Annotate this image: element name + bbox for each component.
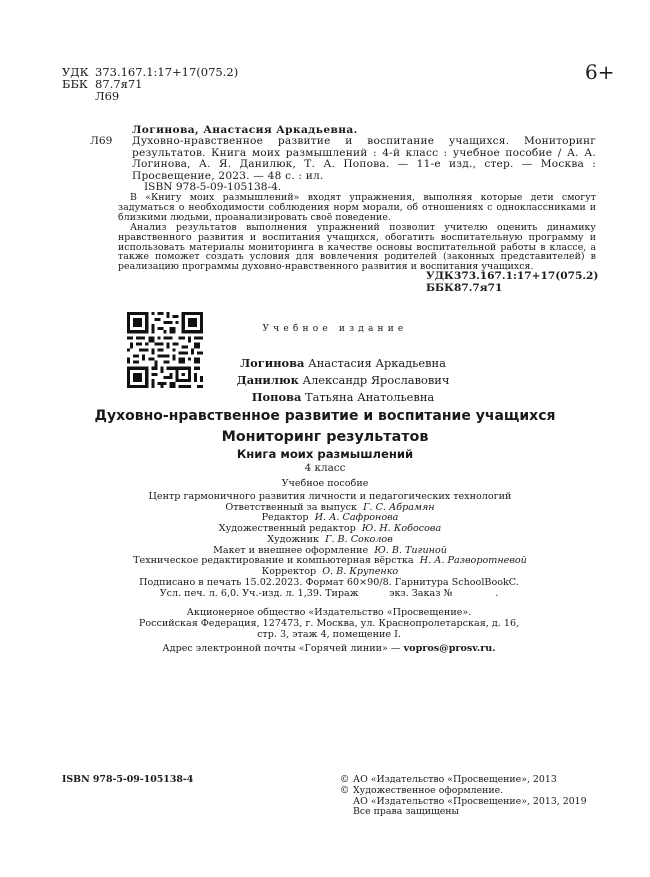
print-line: Усл. печ. л. 6,0. Уч.-изд. л. 1,39. Тираж экз. Заказ № . xyxy=(159,588,499,599)
credit-name: Г. С. Абрамян xyxy=(363,501,435,513)
annotation-paragraph: В «Книгу моих размышлений» входят упражнения, выполняя которые дети смогут задуматься о необходимости соблюдения норм морали, об отношениях с одноклассниками и близкими людьми, проанализировать своё поведение. xyxy=(118,192,596,223)
publisher-name: Акционерное общество «Издательство «Просвещение». xyxy=(186,607,472,618)
credit-name: О. В. Крупенко xyxy=(322,565,399,577)
credit-name: Н. А. Разворотневой xyxy=(419,555,527,567)
udk-bbk-block xyxy=(62,66,238,102)
credit-name: Ю. Н. Кобосова xyxy=(361,523,442,535)
record-author: Логинова, Анастасия Аркадьевна. xyxy=(132,124,358,136)
hotline xyxy=(0,643,650,654)
isbn-footer: ISBN 978-5-09-105138-4 xyxy=(62,774,194,785)
copyright-line: Художественное оформление. xyxy=(353,784,504,796)
author-sign: Л69 xyxy=(95,89,120,103)
author-surname: Логинова xyxy=(240,356,305,370)
copyright-line: АО «Издательство «Просвещение», 2013, 2019 xyxy=(353,795,587,807)
hotline-label: Адрес электронной почты «Горячей линии» — xyxy=(162,643,401,654)
credit-role: Макет и внешнее оформление xyxy=(213,544,369,556)
authors-list xyxy=(0,355,650,406)
annotation-paragraph: Анализ результатов выполнения упражнений позволит учителю оценить динамику нравственного развития и воспитания учащихся, обогатить воспитательную программу и использовать материалы мониторинга в качестве основы воспитательной работы в классе, а также поможет создать условия для вовлечения родителей (законных представителей) в реализацию программы духовно-нравственного развития и воспитания учащихся. xyxy=(118,221,596,273)
copyright-line: АО «Издательство «Просвещение», 2013 xyxy=(353,774,557,785)
grade-label: 4 класс xyxy=(304,462,346,474)
copyright-icon: © xyxy=(340,784,350,796)
edition-type: Учебное издание xyxy=(262,324,408,334)
bbk-value: 87.7я71 xyxy=(454,281,503,294)
author-line xyxy=(36,355,650,372)
credit-name: Г. В. Соколов xyxy=(325,533,393,545)
publisher-address: Российская Федерация, 127473, г. Москва, ул. Краснопролетарская, д. 16, xyxy=(138,618,520,629)
author-name: Александр Ярославович xyxy=(302,373,450,387)
bibliographic-record xyxy=(90,125,596,193)
credit-role: Художник xyxy=(267,533,319,545)
author-name: Анастасия Аркадьевна xyxy=(308,356,446,370)
book-subtitle: Мониторинг результатов xyxy=(221,429,429,445)
author-line xyxy=(36,372,650,389)
bbk-label: ББК xyxy=(62,77,88,91)
credits-center: Центр гармоничного развития личности и педагогических технологий xyxy=(148,491,512,502)
classification-block xyxy=(426,271,598,294)
publisher-info xyxy=(0,607,650,640)
credit-role: Корректор xyxy=(261,565,317,577)
author-surname: Данилюк xyxy=(236,373,299,387)
author-line xyxy=(36,389,650,406)
record-description: Духовно-нравственное развитие и воспитание учащихся. Мониторинг результатов. Книга моих размышлений : 4-й класс : учебное пособие / А. А. Логинова, А. Я. Данилюк, Т. А. Попова. — 11-е изд., стер. — Москва : Просвещение, 2023. — 48 с. : ил. xyxy=(132,135,596,182)
copyright-icon: © xyxy=(340,774,350,785)
print-info xyxy=(0,577,650,599)
author-surname: Попова xyxy=(251,390,302,404)
udk-label: УДК xyxy=(62,65,89,79)
bbk-label: ББК xyxy=(426,281,454,294)
udk-value: 373.167.1:17+17(075.2) xyxy=(454,270,599,282)
hotline-email: vopros@prosv.ru. xyxy=(403,643,496,654)
age-rating: 6+ xyxy=(585,60,615,84)
credits xyxy=(0,492,650,578)
credit-name: Ю. В. Тигиной xyxy=(374,544,447,556)
bbk-value: 87.7я71 xyxy=(95,77,143,91)
book-type: Учебное пособие xyxy=(281,478,369,489)
udk-label: УДК xyxy=(426,270,454,282)
credit-role: Художественный редактор xyxy=(218,523,356,535)
copyright-block xyxy=(340,775,610,818)
credit-role: Редактор xyxy=(261,512,309,524)
publisher-address-2: стр. 3, этаж 4, помещение I. xyxy=(257,629,401,640)
credit-role: Ответственный за выпуск xyxy=(225,501,358,513)
author-name: Татьяна Анатольевна xyxy=(304,390,435,404)
record-isbn: ISBN 978-5-09-105138-4. xyxy=(144,181,282,194)
credit-role: Техническое редактирование и компьютерная вёрстка xyxy=(133,555,414,567)
book-name: Книга моих размышлений xyxy=(236,447,414,461)
record-code: Л69 xyxy=(90,135,113,148)
credit-name: И. А. Сафронова xyxy=(314,512,399,524)
annotation xyxy=(118,193,596,272)
rights-line: Все права защищены xyxy=(353,806,459,818)
book-title: Духовно-нравственное развитие и воспитание учащихся xyxy=(94,408,556,424)
print-line: Подписано в печать 15.02.2023. Формат 60×90/8. Гарнитура SchoolBookC. xyxy=(139,577,519,588)
udk-value: 373.167.1:17+17(075.2) xyxy=(95,65,239,79)
